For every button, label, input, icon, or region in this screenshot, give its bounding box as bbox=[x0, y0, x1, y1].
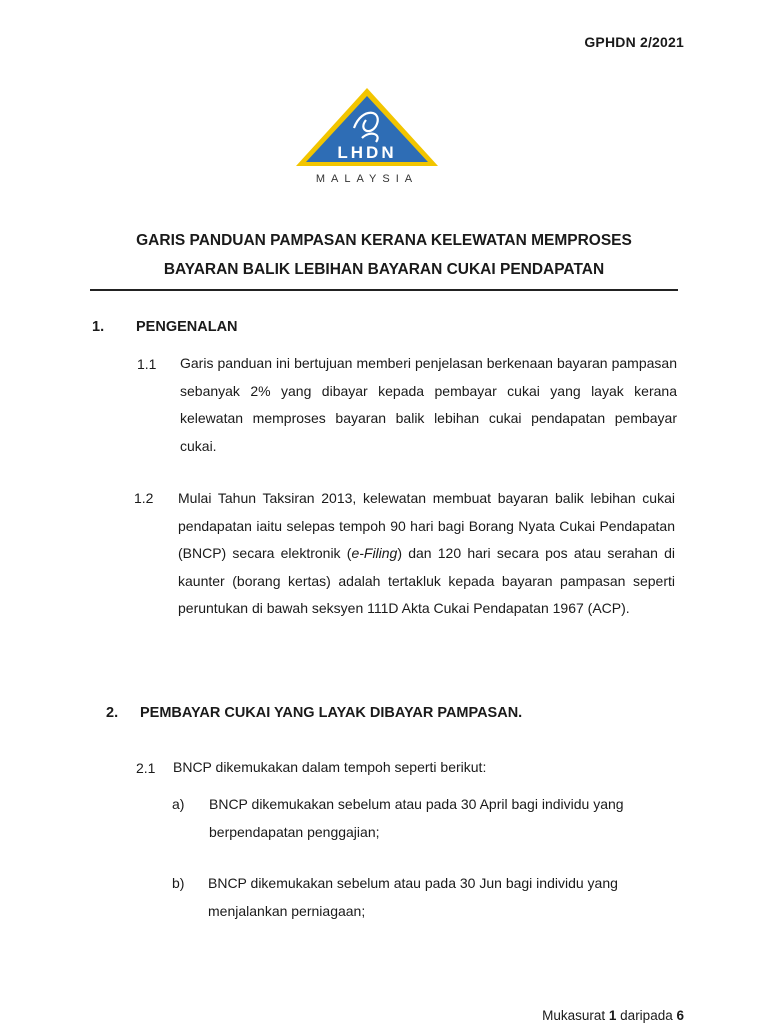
paragraph-1-2-efiling: e-Filing bbox=[351, 545, 398, 561]
paragraph-1-1-text: Garis panduan ini bertujuan memberi penjelasan berkenaan bayaran pampasan sebanyak 2% yang dibayar kepada pembayar cukai yang layak kerana kelewatan memproses bayaran balik lebihan cukai pendapatan pembayar cukai. bbox=[180, 355, 677, 454]
paragraph-1-2-text bbox=[178, 485, 675, 623]
paragraph-1-2-text-b: ) dan 120 hari secara pos atau serahan di kaunter (borang kertas) adalah tertakluk kepada bayaran pampasan seperti peruntukan di bawah seksyen 111D Akta Cukai Pendapatan 1967 (ACP). bbox=[178, 545, 676, 616]
document-title bbox=[90, 226, 678, 284]
page-footer bbox=[542, 1008, 684, 1023]
section-1-heading: PENGENALAN bbox=[136, 319, 238, 335]
lhdn-logo bbox=[292, 86, 442, 186]
section-2-number: 2. bbox=[106, 705, 119, 721]
list-item-b-text: BNCP dikemukakan sebelum atau pada 30 Jun bagi individu yang menjalankan perniagaan; bbox=[208, 875, 618, 919]
footer-total-pages: 6 bbox=[676, 1008, 684, 1023]
paragraph-1-2-text-a: Mulai Tahun Taksiran 2013, kelewatan membuat bayaran balik lebihan cukai pendapatan iaitu selepas tempoh 90 hari bagi Borang Nyata Cukai Pendapatan (BNCP) secara elektronik ( bbox=[178, 490, 675, 561]
section-1-number: 1. bbox=[92, 319, 105, 335]
document-reference: GPHDN 2/2021 bbox=[584, 34, 684, 50]
list-item-a-text: BNCP dikemukakan sebelum atau pada 30 April bagi individu yang berpendapatan penggajian; bbox=[209, 796, 624, 840]
footer-page-number: 1 bbox=[608, 1008, 617, 1023]
paragraph-2-1-number: 2.1 bbox=[136, 760, 156, 776]
list-item-a-label: a) bbox=[172, 796, 185, 812]
list-item-b-label: b) bbox=[172, 875, 185, 891]
footer-middle: daripada bbox=[620, 1008, 673, 1023]
paragraph-2-1-text: BNCP dikemukakan dalam tempoh seperti berikut: bbox=[173, 759, 487, 775]
title-divider bbox=[90, 289, 678, 291]
paragraph-1-1-number: 1.1 bbox=[137, 356, 157, 372]
paragraph-1-2-number: 1.2 bbox=[134, 490, 154, 506]
section-2-heading: PEMBAYAR CUKAI YANG LAYAK DIBAYAR PAMPASAN. bbox=[140, 705, 523, 721]
footer-prefix: Mukasurat bbox=[542, 1008, 606, 1023]
title-line-1: GARIS PANDUAN PAMPASAN KERANA KELEWATAN MEMPROSES bbox=[136, 232, 632, 249]
logo-text: LHDN bbox=[337, 143, 397, 162]
logo-subtext: MALAYSIA bbox=[315, 173, 419, 185]
title-line-2: BAYARAN BALIK LEBIHAN BAYARAN CUKAI PENDAPATAN bbox=[163, 261, 605, 278]
